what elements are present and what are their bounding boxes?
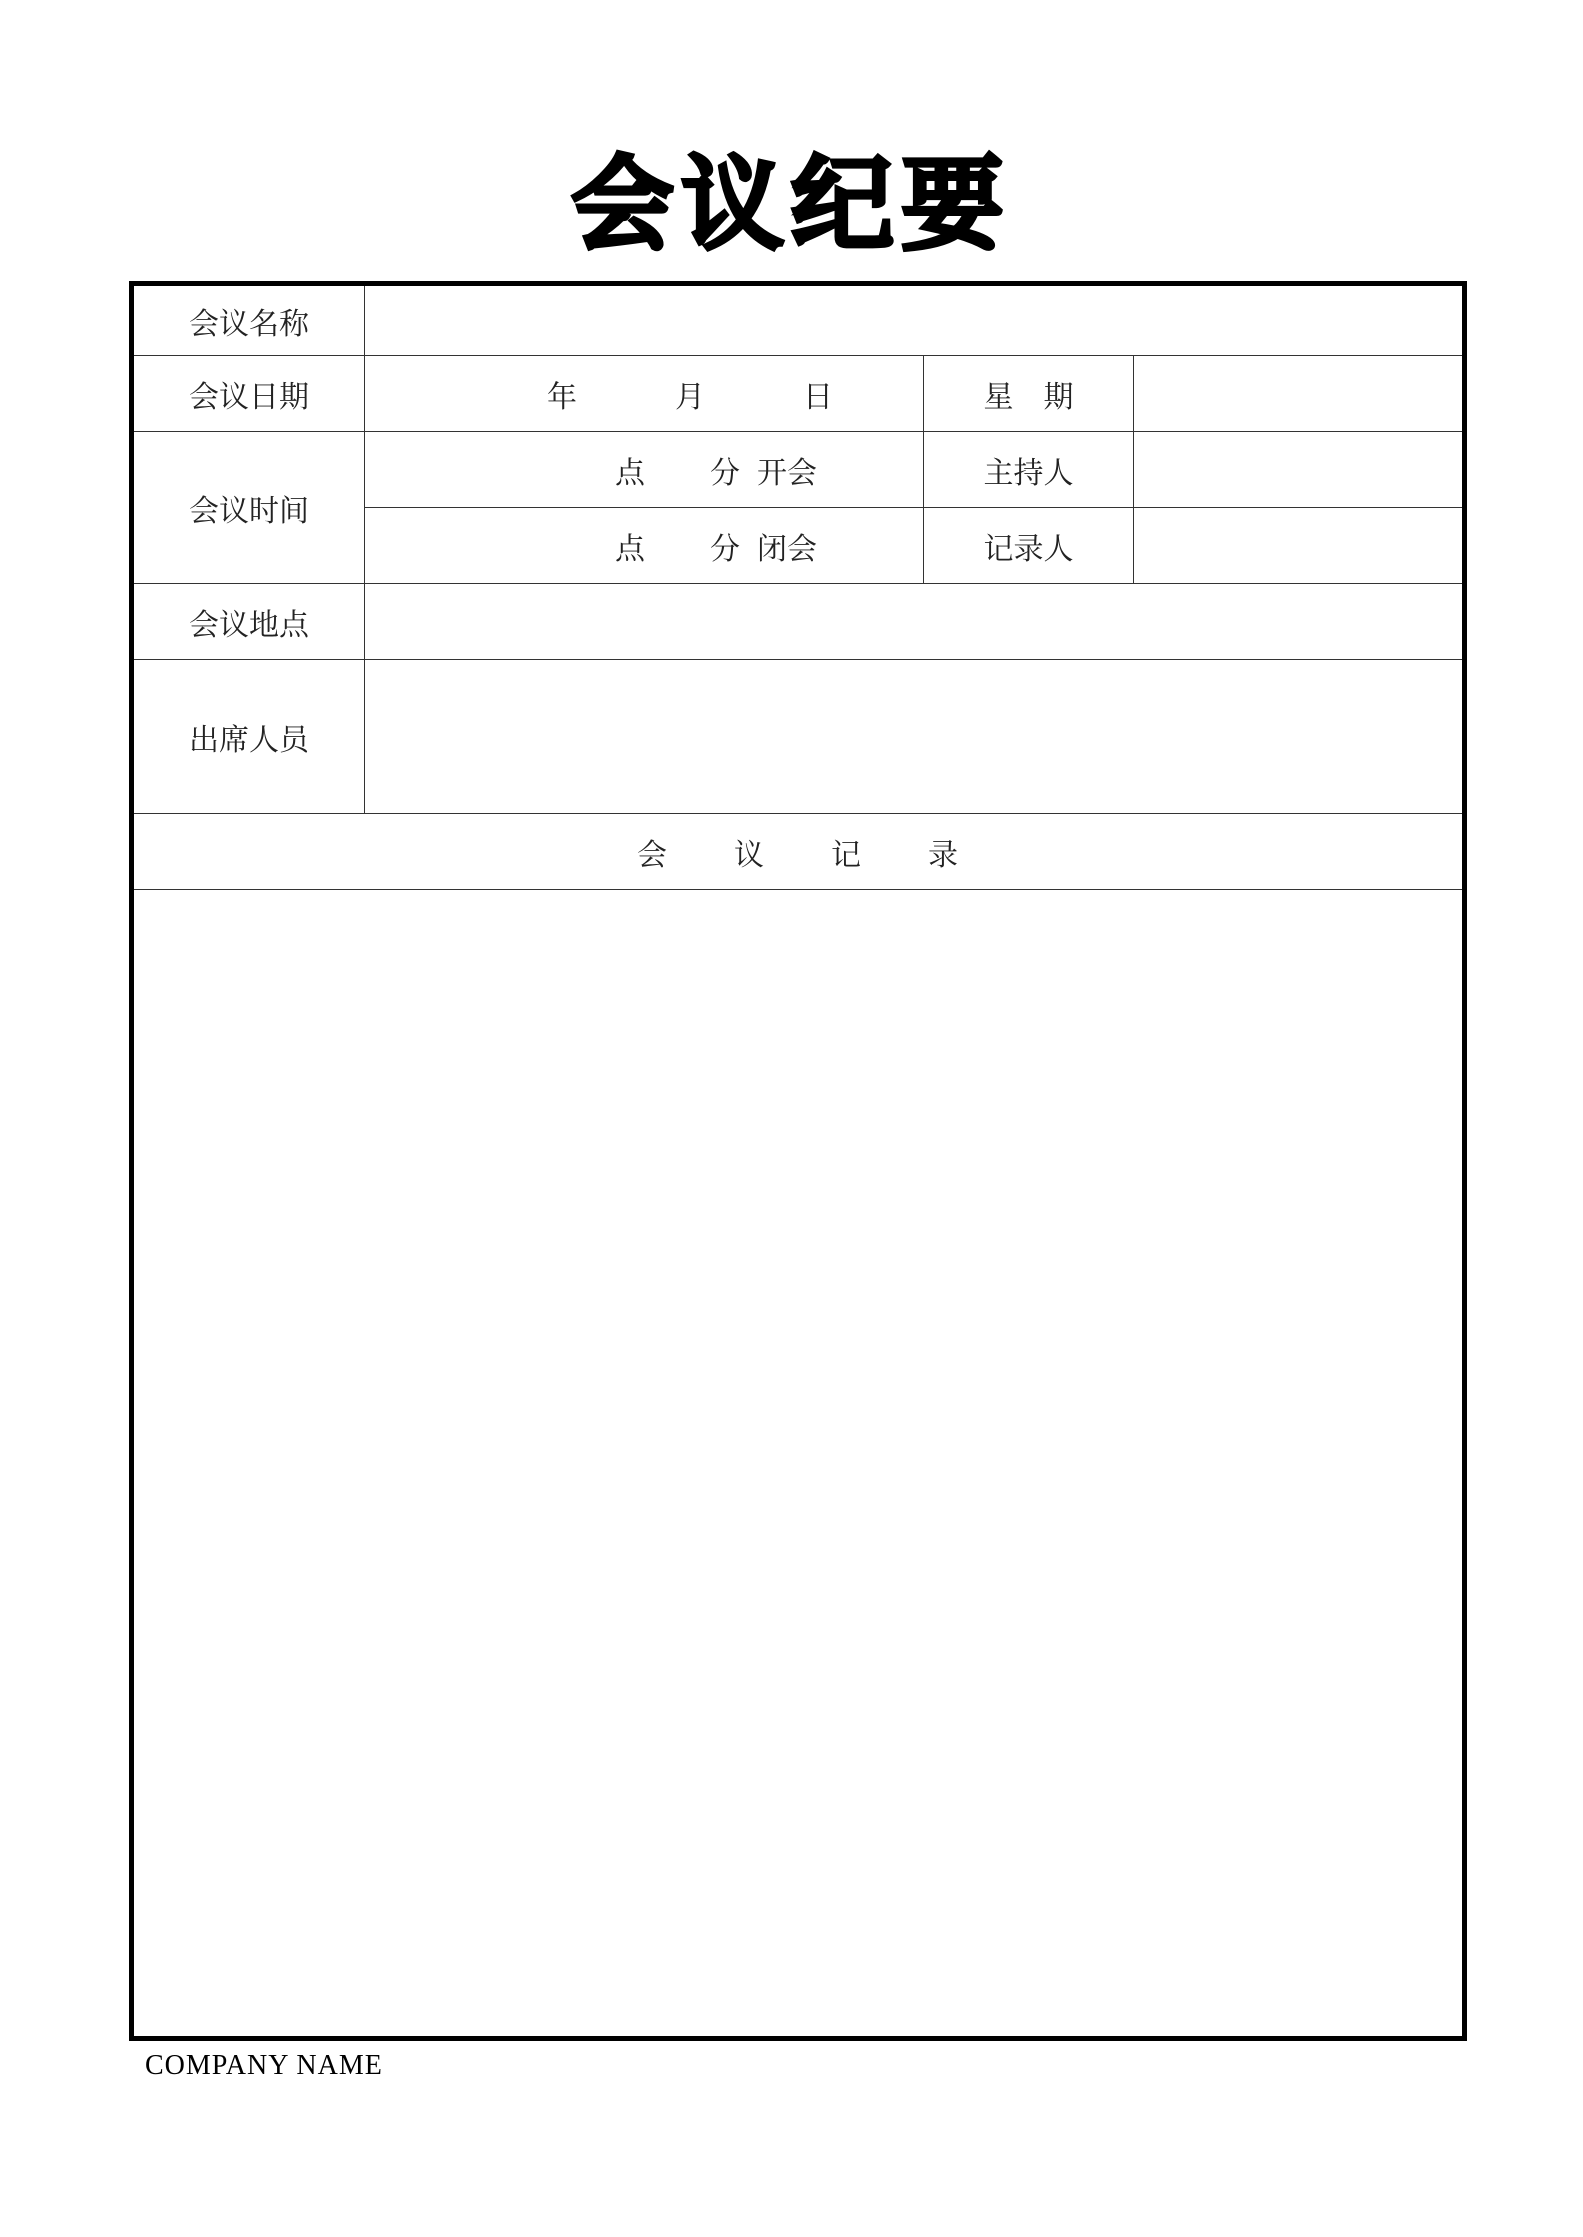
minutes-heading-char: 记	[831, 837, 861, 873]
page-title: 会议纪要	[571, 145, 1012, 265]
open-time-field[interactable]	[365, 432, 923, 507]
weekday-label: 星 期	[983, 379, 1074, 415]
open-action: 开会	[757, 455, 817, 491]
minutes-heading-char: 议	[734, 837, 764, 873]
close-hour-unit: 点	[615, 531, 645, 567]
open-hour-unit: 点	[615, 455, 645, 491]
weekday-field[interactable]	[1134, 356, 1462, 431]
meeting-place-field[interactable]	[365, 584, 1462, 659]
meeting-date-label: 会议日期	[189, 379, 309, 415]
minutes-body-field[interactable]	[134, 890, 1462, 2036]
attendees-label: 出席人员	[189, 722, 309, 758]
host-field[interactable]	[1134, 432, 1462, 507]
year-unit: 年	[547, 379, 577, 415]
meeting-date-field[interactable]	[365, 356, 923, 431]
month-unit: 月	[675, 379, 705, 415]
day-unit: 日	[803, 379, 833, 415]
company-name: COMPANY NAME	[145, 2050, 383, 2081]
host-label: 主持人	[983, 455, 1074, 491]
meeting-time-label: 会议时间	[189, 493, 309, 529]
close-action: 闭会	[757, 531, 817, 567]
meeting-minutes-form	[129, 281, 1467, 2041]
minutes-heading	[134, 814, 1462, 889]
close-minute-unit: 分	[710, 531, 740, 567]
minutes-heading-char: 录	[928, 837, 958, 873]
attendees-field[interactable]	[365, 660, 1462, 813]
close-time-field[interactable]	[365, 508, 923, 583]
open-minute-unit: 分	[710, 455, 740, 491]
meeting-name-label: 会议名称	[189, 306, 309, 342]
recorder-field[interactable]	[1134, 508, 1462, 583]
recorder-label: 记录人	[983, 531, 1074, 567]
meeting-name-field[interactable]	[365, 286, 1462, 355]
minutes-heading-char: 会	[637, 837, 667, 873]
meeting-place-label: 会议地点	[189, 607, 309, 643]
